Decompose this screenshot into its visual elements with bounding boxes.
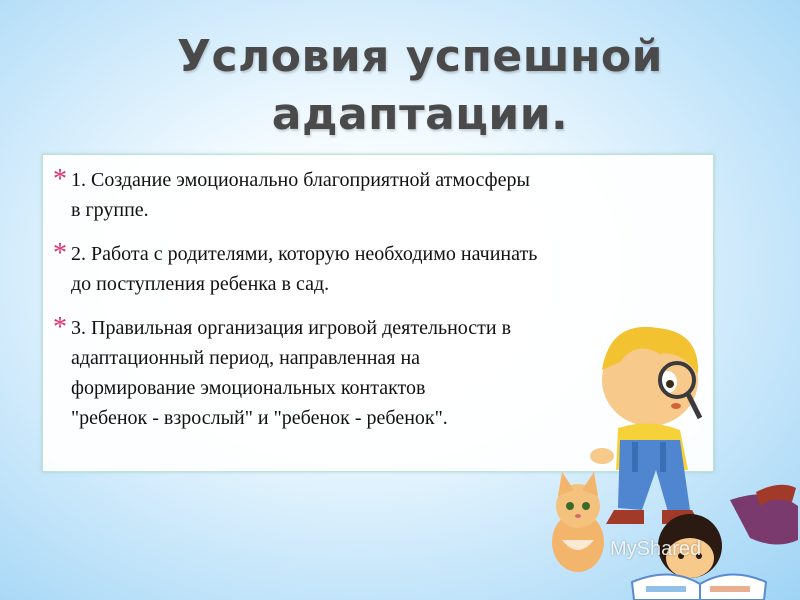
list-item <box>53 239 703 299</box>
item-text-line: 2. Работа с родителями, которую необходимо начинать <box>71 243 538 265</box>
title-line-1: Условия успешной <box>177 31 663 82</box>
bullet-asterisk: * <box>53 164 67 195</box>
kitten-figure <box>552 472 604 572</box>
title-line-2: адаптации. <box>271 89 569 140</box>
list-item <box>53 165 703 225</box>
item-text-line: формирование эмоциональных контактов <box>71 377 426 399</box>
watermark-text: MyShared <box>610 538 702 560</box>
boy-figure <box>590 327 700 524</box>
item-text-line: до поступления ребенка в сад. <box>71 273 330 295</box>
slide-title <box>160 28 680 144</box>
item-text-line: в группе. <box>71 199 149 221</box>
item-text-line: 1. Создание эмоционально благоприятной атмосферы <box>71 169 530 191</box>
bullet-asterisk: * <box>53 312 67 343</box>
bullet-asterisk: * <box>53 238 67 269</box>
item-text-line: 3. Правильная организация игровой деятельности в <box>71 317 512 339</box>
item-text-line: "ребенок - взрослый" и "ребенок - ребенок". <box>71 407 448 429</box>
item-text-line: адаптационный период, направленная на <box>71 347 421 369</box>
